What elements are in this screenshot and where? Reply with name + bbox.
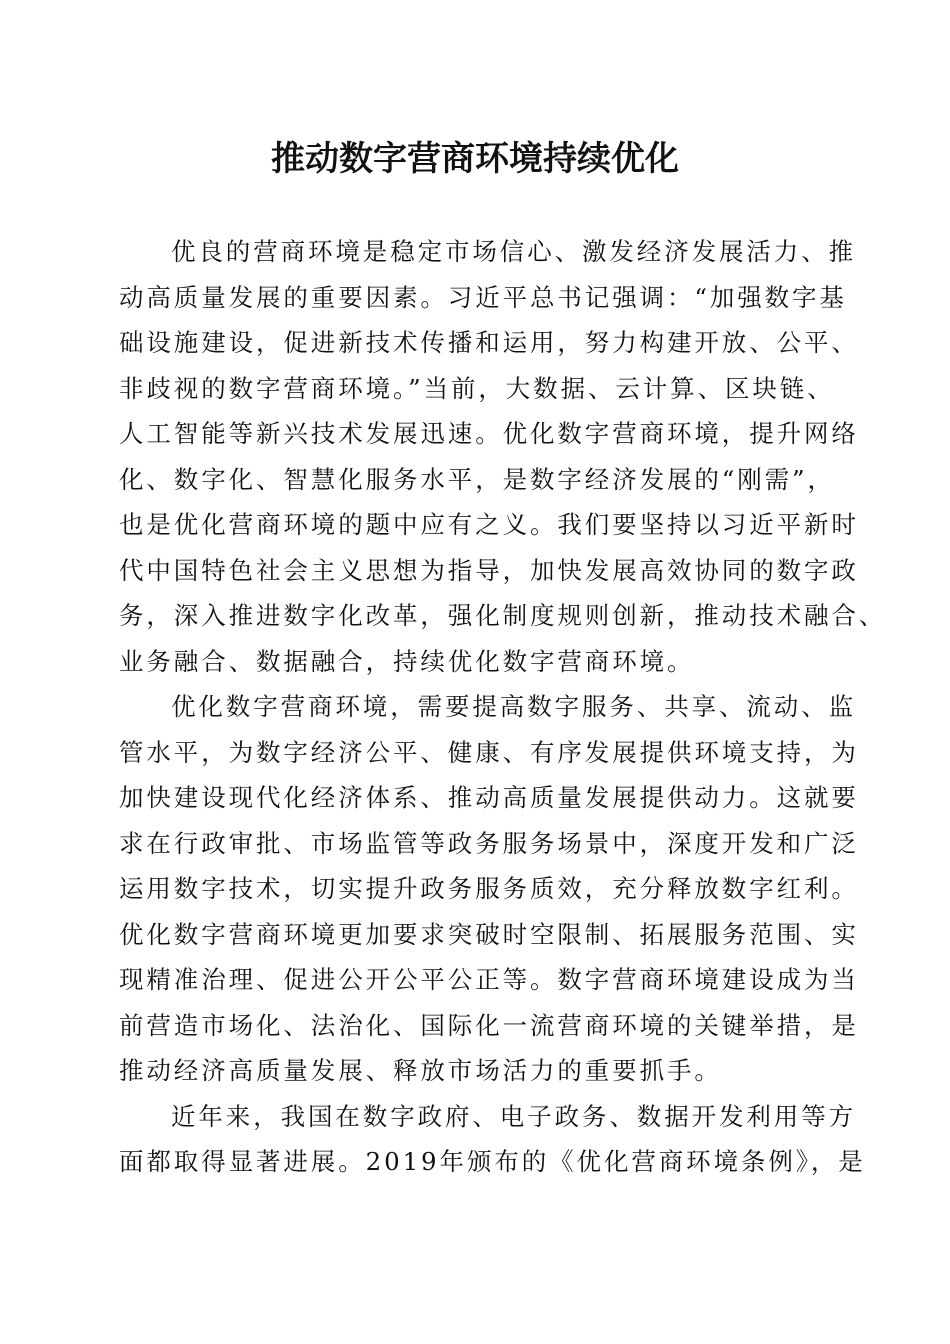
- paragraph-line: 化、数字化、智慧化服务水平，是数字经济发展的“刚需”，: [119, 464, 835, 494]
- paragraph-line: 近年来，我国在数字政府、电子政务、数据开发利用等方: [171, 1101, 856, 1131]
- paragraph-line: 求在行政审批、市场监管等政务服务场景中，深度开发和广泛: [119, 828, 859, 858]
- page-title: 推动数字营商环境持续优化: [271, 139, 679, 179]
- paragraph-line: 务，深入推进数字化改革，强化制度规则创新，推动技术融合、: [119, 601, 887, 630]
- paragraph-line: 优化数字营商环境更加要求突破时空限制、拓展服务范围、实: [119, 919, 859, 949]
- paragraph-line: 前营造市场化、法治化、国际化一流营商环境的关键举措，是: [119, 1010, 859, 1040]
- paragraph-line: 现精准治理、促进公开公平公正等。数字营商环境建设成为当: [119, 965, 859, 994]
- paragraph-line: 运用数字技术，切实提升政务服务质效，充分释放数字红利。: [119, 874, 859, 903]
- paragraph-line: 非歧视的数字营商环境。”当前，大数据、云计算、区块链、: [119, 373, 835, 403]
- paragraph-line: 业务融合、数据融合，持续优化数字营商环境。: [119, 646, 695, 676]
- paragraph-line: 代中国特色社会主义思想为指导，加快发展高效协同的数字政: [119, 555, 859, 585]
- paragraph-line: 优良的营商环境是稳定市场信心、激发经济发展活力、推: [171, 237, 856, 266]
- article-body: [119, 229, 887, 1185]
- paragraph-line: 动高质量发展的重要因素。习近平总书记强调：“加强数字基: [119, 282, 847, 312]
- paragraph-line: 也是优化营商环境的题中应有之义。我们要坚持以习近平新时: [119, 510, 859, 539]
- paragraph-1: [119, 229, 887, 684]
- paragraph-line: 优化数字营商环境，需要提高数字服务、共享、流动、监: [171, 692, 856, 721]
- paragraph-line: 人工智能等新兴技术发展迅速。优化数字营商环境，提升网络: [119, 419, 859, 448]
- paragraph-line: 加快建设现代化经济体系、推动高质量发展提供动力。这就要: [119, 783, 859, 812]
- paragraph-2: [119, 684, 859, 1094]
- paragraph-line: 管水平，为数字经济公平、健康、有序发展提供环境支持，为: [119, 737, 859, 767]
- paragraph-line: 推动经济高质量发展、释放市场活力的重要抓手。: [119, 1056, 722, 1085]
- paragraph-3: [119, 1094, 866, 1185]
- paragraph-line: 础设施建设，促进新技术传播和运用，努力构建开放、公平、: [119, 328, 859, 357]
- paragraph-line: 面都取得显著进展。2019年颁布的《优化营商环境条例》，是: [119, 1147, 866, 1176]
